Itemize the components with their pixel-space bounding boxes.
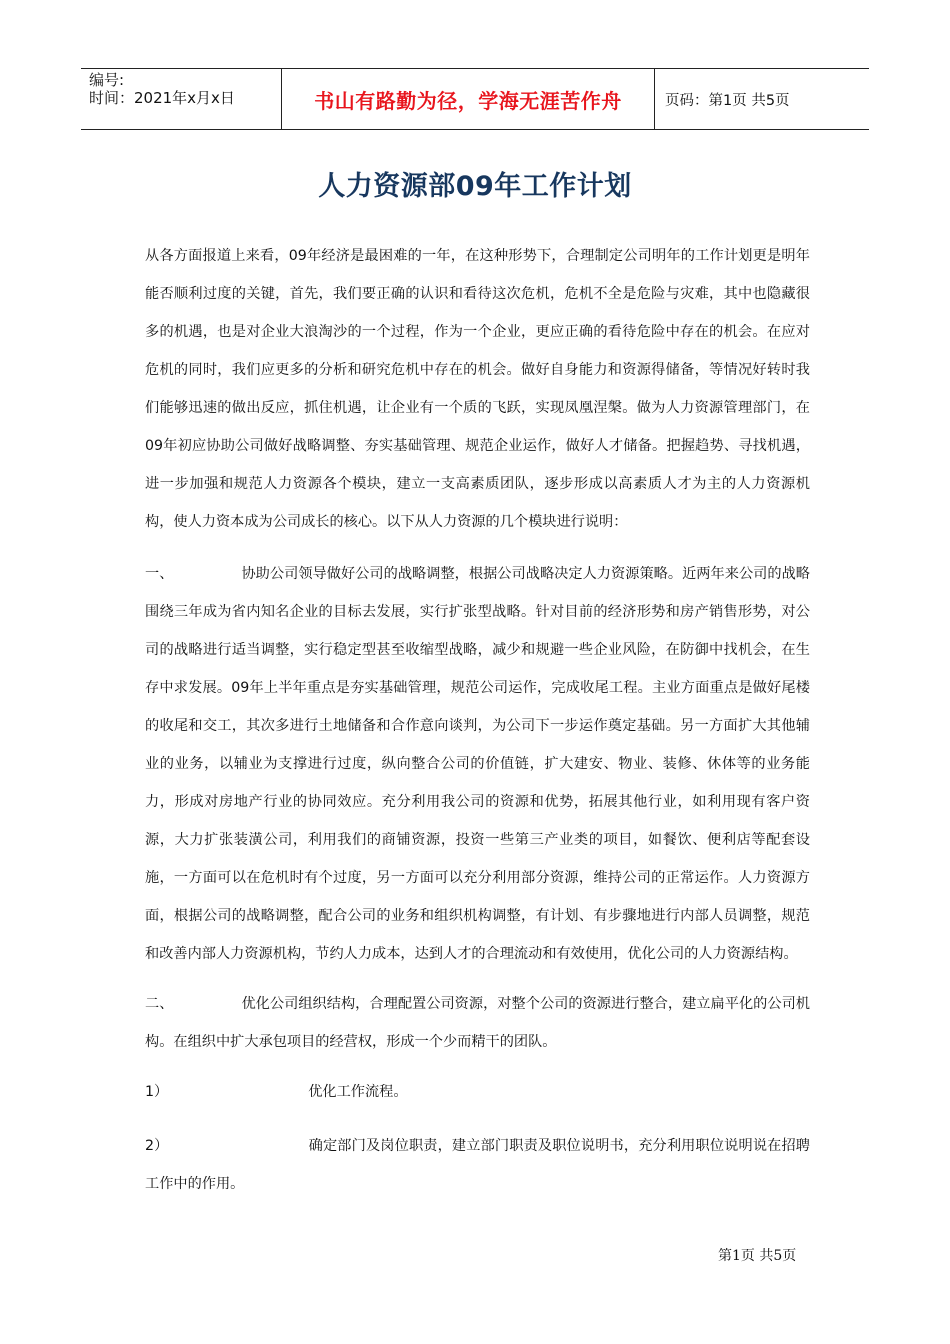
intro-paragraph: 从各方面报道上来看，09年经济是最困难的一年，在这种形势下，合理制定公司明年的工作计划更是明年能否顺利过度的关键，首先，我们要正确的认识和看待这次危机，危机不全是危险与灾难，其中也隐藏很多的机遇，也是对企业大浪淘沙的一个过程，作为一个企业，更应正确的看待危险中存在的机会。在应对危机的同时，我们应更多的分析和研究危机中存在的机会。做好自身能力和资源得储备，等情况好转时我们能够迅速的做出反应，抓住机遇，让企业有一个质的飞跃，实现凤凰涅槃。做为人力资源管理部门，在09年初应协助公司做好战略调整、夯实基础管理、规范企业运作，做好人才储备。把握趋势、寻找机遇，进一步加强和规范人力资源各个模块，建立一支高素质团队，逐步形成以高素质人才为主的人力资源机构，使人力资本成为公司成长的核心。以下从人力资源的几个模块进行说明： <box>145 248 810 530</box>
sub-item-two-text: 确定部门及岗位职责，建立部门职责及职位说明书，充分利用职位说明说在招聘工作中的作用。 <box>145 1138 810 1192</box>
item-two-marker: 二、 <box>145 996 174 1012</box>
sub-item-one-text: 优化工作流程。 <box>308 1084 408 1100</box>
header-motto-cell <box>281 69 655 129</box>
number-label: 编号: <box>89 71 125 89</box>
item-one-marker: 一、 <box>145 566 174 582</box>
document-title: 人力资源部09年工作计划 <box>318 171 632 202</box>
header-table <box>81 68 869 130</box>
sub-item-one <box>145 1073 810 1111</box>
sub-item-one-marker: 1） <box>145 1084 169 1100</box>
time-label: 时间：2021年x月x日 <box>89 89 235 107</box>
sub-item-two <box>145 1127 810 1203</box>
sub-item-two-marker: 2） <box>145 1138 169 1154</box>
item-two-paragraph <box>145 985 810 1061</box>
header-page-cell <box>655 69 869 129</box>
motto-text: 书山有路勤为径，学海无涯苦作舟 <box>314 88 622 113</box>
item-one-text: 协助公司领导做好公司的战略调整，根据公司战略决定人力资源策略。近两年来公司的战略围绕三年成为省内知名企业的目标去发展，实行扩张型战略。针对目前的经济形势和房产销售形势，对公司的战略进行适当调整，实行稳定型甚至收缩型战略，减少和规避一些企业风险，在防御中找机会，在生存中求发展。09年上半年重点是夯实基础管理，规范公司运作，完成收尾工程。主业方面重点是做好尾楼的收尾和交工，其次多进行土地储备和合作意向谈判，为公司下一步运作奠定基础。另一方面扩大其他辅业的业务，以辅业为支撑进行过度，纵向整合公司的价值链，扩大建安、物业、装修、休体等的业务能力，形成对房地产行业的协同效应。充分利用我公司的资源和优势，拓展其他行业，如利用现有客户资源，大力扩张装潢公司，利用我们的商铺资源，投资一些第三产业类的项目，如餐饮、便利店等配套设施，一方面可以在危机时有个过度，另一方面可以充分利用部分资源，维持公司的正常运作。人力资源方面，根据公司的战略调整，配合公司的业务和组织机构调整，有计划、有步骤地进行内部人员调整，规范和改善内部人力资源机构，节约人力成本，达到人才的合理流动和有效使用，优化公司的人力资源结构。 <box>145 566 810 962</box>
item-two-text: 优化公司组织结构，合理配置公司资源，对整个公司的资源进行整合，建立扁平化的公司机构。在组织中扩大承包项目的经营权，形成一个少而精干的团队。 <box>145 996 810 1050</box>
header-meta-cell <box>81 69 281 129</box>
item-one-paragraph <box>145 555 810 973</box>
header-page-label: 页码：第1页 共5页 <box>665 92 790 109</box>
footer-page-label: 第1页 共5页 <box>718 1248 797 1264</box>
